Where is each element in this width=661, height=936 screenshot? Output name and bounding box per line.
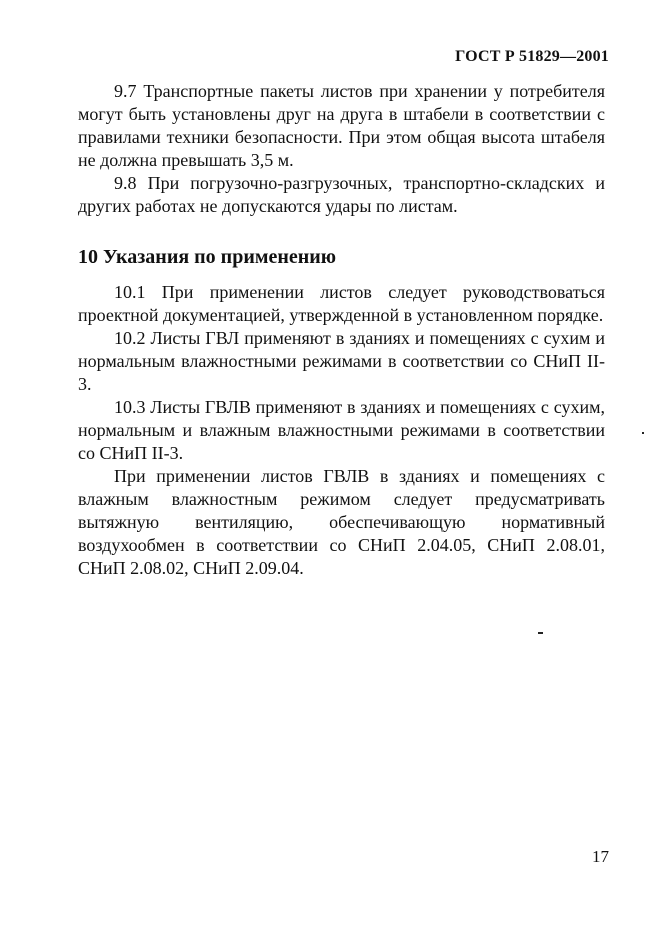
paragraph-ventilation: При применении листов ГВЛВ в зданиях и помещениях с влажным влажностным режимом следует предусматривать вытяжную вентиляцию, обеспечивающую нормативный воздухообмен в соответствии со СНиП 2.04.05, СНиП 2.08.01, СНиП 2.08.02, СНиП 2.09.04. — [78, 466, 605, 578]
paragraph-9-8: 9.8 При погрузочно-разгрузочных, транспортно-складских и других работах не допускаются удары по листам. — [78, 173, 605, 216]
paragraph-10-3: 10.3 Листы ГВЛВ применяют в зданиях и помещениях с сухим, нормальным и влажным влажностными режимами в соответствии со СНиП II-3. — [78, 397, 605, 463]
document-header-id: ГОСТ Р 51829—2001 — [455, 48, 609, 65]
section-title: 10 Указания по применению — [78, 246, 337, 268]
page-content — [78, 80, 605, 580]
scan-speck — [642, 432, 644, 434]
paragraph-10-1: 10.1 При применении листов следует руководствоваться проектной документацией, утвержденной в установленном порядке. — [78, 282, 605, 325]
scan-speck — [538, 632, 543, 634]
paragraph-9-7: 9.7 Транспортные пакеты листов при хранении у потребителя могут быть установлены друг на друга в штабели в соответствии с правилами техники безопасности. При этом общая высота штабеля не должна превышать 3,5 м. — [78, 81, 605, 170]
paragraph-10-2: 10.2 Листы ГВЛ применяют в зданиях и помещениях с сухим и нормальным влажностными режимами в соответствии со СНиП II-3. — [78, 328, 605, 394]
page-number: 17 — [592, 847, 609, 866]
